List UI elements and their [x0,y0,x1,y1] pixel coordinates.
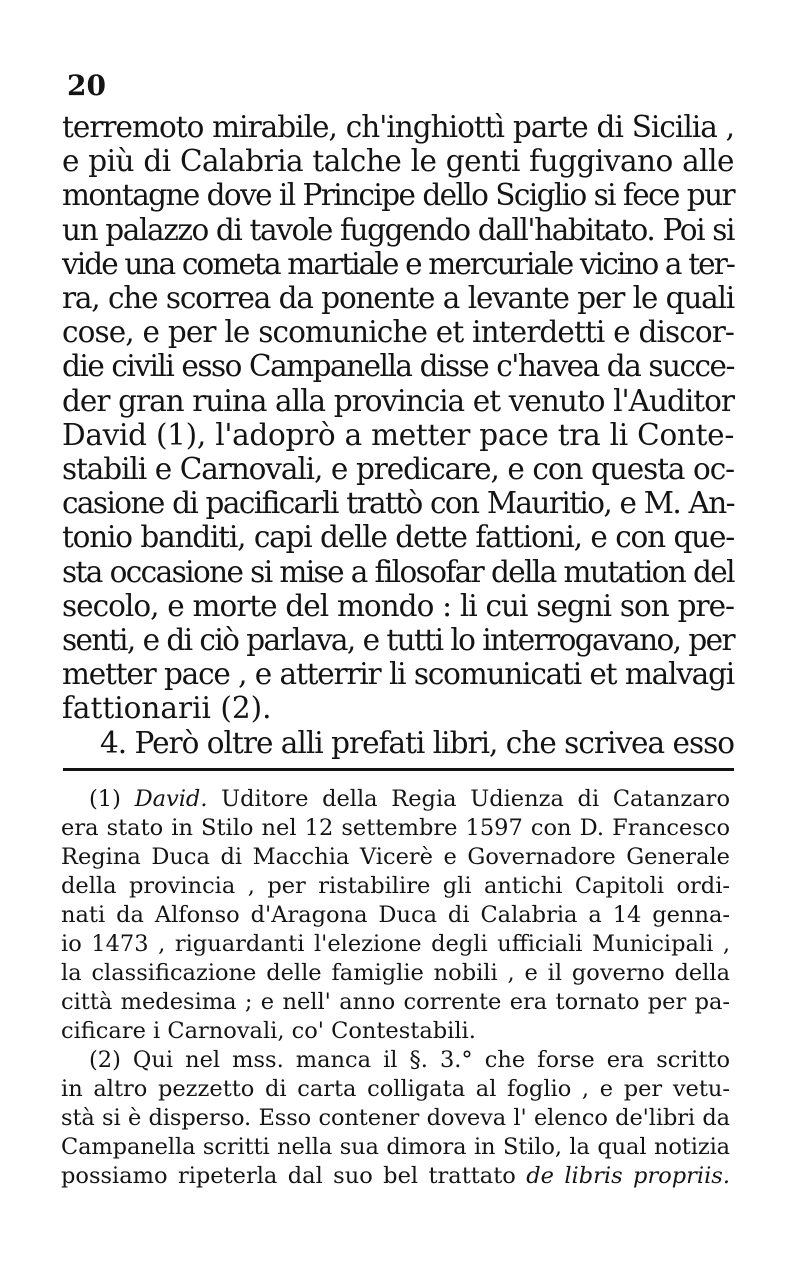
text-line: fattionarii (2). [62,691,272,726]
text-line: ra, che scorrea da ponente a levante per le quali [62,281,734,316]
text-line: der gran ruina alla provincia et venuto l'Auditor [62,383,734,418]
footnote-1-number: (1) [89,786,121,812]
text-line: un palazzo di tavole fuggendo dall'habitato. Poi si [62,212,734,247]
footnote-2-first-line: (2) Qui nel mss. manca il §. 3.° che forse era scritto [89,1047,730,1073]
footnote-1-term: David. [134,786,208,812]
footnote-line: città medesima ; e nell' anno corrente era tornato per pa- [61,989,730,1015]
text-line: sta occasione si mise a filosofar della mutation del [62,554,734,589]
footnote-line: cificare i Carnovali, co' Contestabili. [61,1018,476,1044]
text-line: terremoto mirabile, ch'inghiottì parte di Sicilia , [62,110,734,144]
footnote-2-text: possiamo ripeterla dal suo bel trattato [61,1163,527,1189]
text-line: metter pace , e atterrir li scomunicati et malvagi [62,657,734,692]
footnote-2-title: de libris propriis. [526,1163,730,1189]
text-line: casione di pacificarli trattò con Mauritio, e M. An- [62,486,734,521]
footnote-line: era stato in Stilo nel 12 settembre 1597 con D. Francesco [61,815,730,841]
footnote-1-first-line [61,785,730,814]
footnote-line: della provincia , per ristabilire gli antichi Capitoli ordi- [61,873,730,899]
text-line: secolo, e morte del mondo : li cui segni son pre- [62,588,734,623]
text-line: senti, e di ciò parlava, e tutti lo interrogavano, per [62,623,734,658]
footnote-line: in altro pezzetto di carta colligata al foglio , e per vetu- [61,1076,730,1102]
footnote-separator [63,768,734,771]
text-line: vide una cometa martiale e mercuriale vicino a ter- [62,246,734,281]
footnote-line: nati da Alfonso d'Aragona Duca di Calabria a 14 genna- [61,902,730,928]
footnote-line: Regina Duca di Macchia Vicerè e Governadore Generale [61,844,730,870]
main-text [62,110,734,760]
footnote-line: la classificazione delle famiglie nobili , e il governo della [61,960,730,986]
footnote-line: io 1473 , riguardanti l'elezione degli ufficiali Municipali , [61,931,730,957]
page-number: 20 [67,69,106,102]
footnote-line: Campanella scritti nella sua dimora in Stilo, la qual notizia [61,1134,730,1160]
footnotes [61,785,730,1191]
text-line: stabili e Carnovali, e predicare, e con questa oc- [62,452,734,487]
text-line: e più di Calabria talche le genti fuggivano alle [62,144,734,179]
text-line: David (1), l'adoprò a metter pace tra li Conte- [62,417,734,452]
text-line: die civili esso Campanella disse c'havea da succe- [62,349,734,384]
text-line: cose, e per le scomuniche et interdetti e discor- [62,315,734,350]
text-line: tonio banditi, capi delle dette fattioni, e con que- [62,520,734,555]
paragraph-start-line: 4. Però oltre alli prefati libri, che scrivea esso [100,725,734,760]
footnote-line: stà si è disperso. Esso contener doveva l' elenco de'libri da [61,1105,730,1131]
footnote-2-last-line [61,1162,730,1191]
text-line: montagne dove il Principe dello Sciglio si fece pur [62,178,734,213]
footnote-1-text: Uditore della Regia Udienza di Catanzaro [221,786,730,812]
